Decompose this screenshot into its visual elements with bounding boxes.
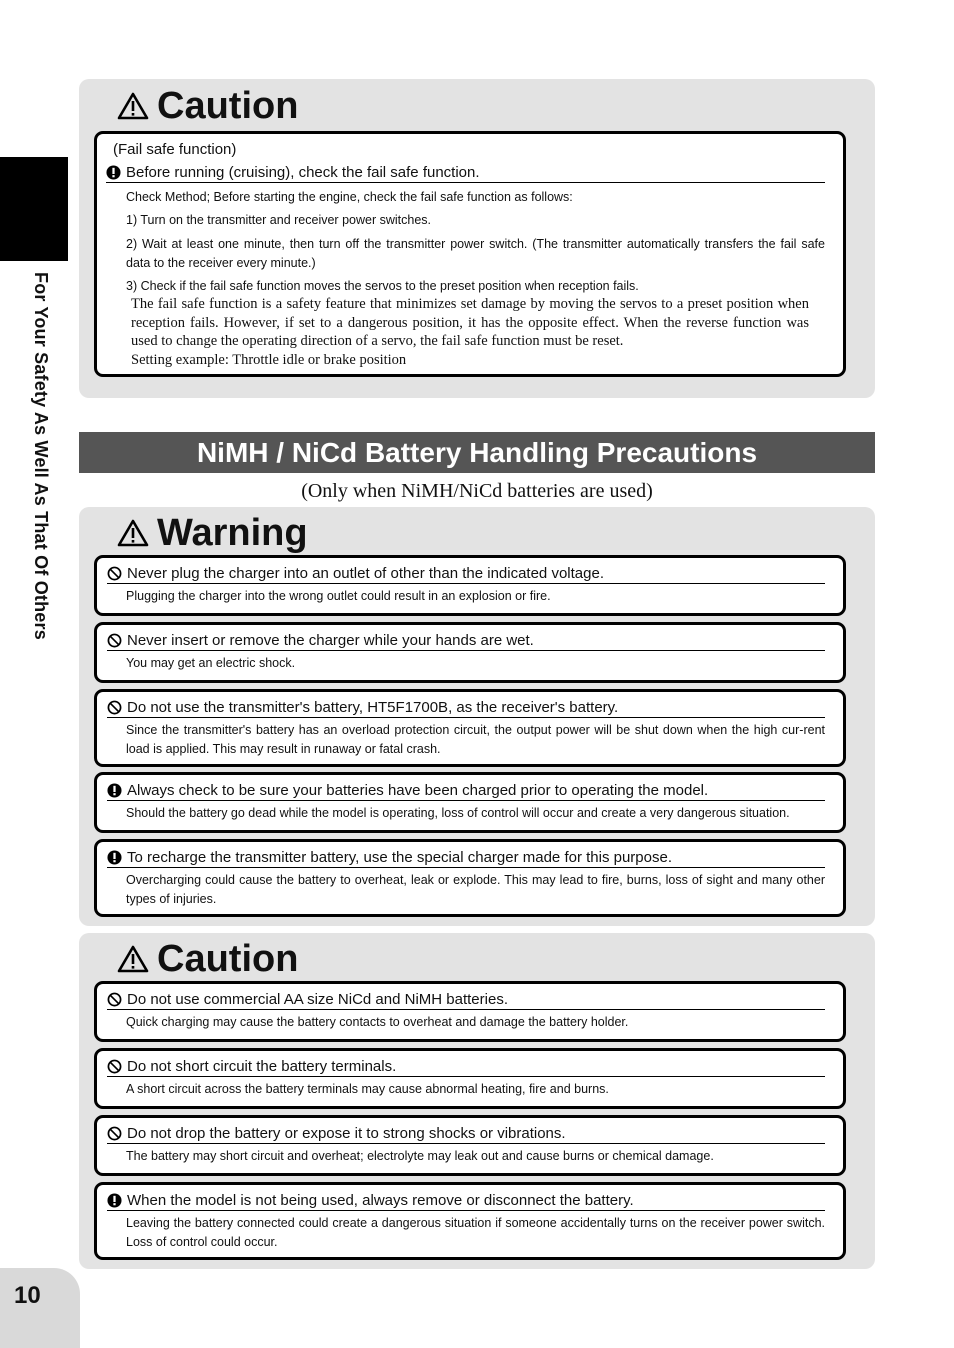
caution-item (94, 981, 846, 1042)
caution-item (94, 1115, 846, 1176)
side-tab-marker (0, 157, 68, 261)
failsafe-section-label: (Fail safe function) (113, 141, 237, 158)
caution-item-heading: When the model is not being used, always remove or disconnect the battery. (127, 1192, 634, 1209)
warning-item-heading-row (107, 782, 825, 801)
warning-triangle-icon (117, 519, 149, 547)
failsafe-note: The fail safe function is a safety feature that minimizes set damage by moving the servos to a preset position when reception fails. However, if set to a dangerous position, it has the opposite effect. When the reverse function was used to change the operating direction of a servo, the fail safe function must be reset. (131, 296, 809, 349)
warning-item (94, 555, 846, 616)
caution-heading (117, 940, 298, 978)
warning-triangle-icon (117, 92, 149, 120)
exclamation-icon (107, 1193, 122, 1208)
caution-item-heading: Do not short circuit the battery terminals. (127, 1058, 397, 1075)
page-number: 10 (14, 1282, 41, 1309)
warning-item-desc: Plugging the charger into the wrong outlet could result in an explosion or fire. (126, 589, 551, 603)
caution-item (94, 1182, 846, 1260)
prohibit-icon (107, 992, 122, 1007)
warning-title: Warning (157, 512, 308, 554)
sidebar-title: For Your Safety As Well As That Of Others (31, 272, 51, 640)
caution-item-desc: A short circuit across the battery terminals may cause abnormal heating, fire and burns. (126, 1082, 609, 1096)
caution-item-heading-row (107, 991, 825, 1010)
warning-item (94, 839, 846, 917)
caution-item-desc: Leaving the battery connected could create a dangerous situation if someone accidentally turns on the receiver power switch. Loss of control could occur. (126, 1216, 825, 1249)
warning-item (94, 622, 846, 683)
caution-item-heading: Do not use commercial AA size NiCd and NiMH batteries. (127, 991, 508, 1008)
page-number-tab (0, 1268, 80, 1348)
exclamation-icon (106, 165, 121, 180)
prohibit-icon (107, 700, 122, 715)
failsafe-heading: Before running (cruising), check the fail safe function. (126, 164, 480, 181)
caution-item-desc: Quick charging may cause the battery contacts to overheat and damage the battery holder. (126, 1015, 629, 1029)
failsafe-box (94, 131, 846, 377)
warning-item (94, 689, 846, 767)
section-subtitle: (Only when NiMH/NiCd batteries are used) (301, 480, 653, 502)
prohibit-icon (107, 633, 122, 648)
warning-item-heading: Never plug the charger into an outlet of other than the indicated voltage. (127, 565, 604, 582)
warning-item-desc: You may get an electric shock. (126, 656, 296, 670)
prohibit-icon (107, 1126, 122, 1141)
warning-item-heading-row (107, 849, 825, 868)
warning-heading (117, 514, 308, 552)
caution-item-heading: Do not drop the battery or expose it to strong shocks or vibrations. (127, 1125, 566, 1142)
failsafe-step-2: 2) Wait at least one minute, then turn off the transmitter power switch. (The transmitter automatically transfers the fail safe data to the receiver every minute.) (126, 237, 825, 270)
exclamation-icon (107, 783, 122, 798)
caution-item-heading-row (107, 1058, 825, 1077)
warning-item-desc: Overcharging could cause the battery to overheat, leak or explode. This may lead to fire, burns, loss of sight and many other types of injuries. (126, 873, 825, 906)
caution-title: Caution (157, 85, 299, 127)
warning-item-heading: Always check to be sure your batteries have been charged prior to operating the model. (127, 782, 709, 799)
warning-item-heading: Do not use the transmitter's battery, HT5F1700B, as the receiver's battery. (127, 699, 619, 716)
caution-item (94, 1048, 846, 1109)
warning-triangle-icon (117, 945, 149, 973)
warning-item-heading-row (107, 699, 825, 718)
caution-item-heading-row (107, 1192, 825, 1211)
warning-item-heading: To recharge the transmitter battery, use the special charger made for this purpose. (127, 849, 672, 866)
warning-item-desc: Since the transmitter's battery has an overload protection circuit, the output power will be shut down when the high cur-rent load is applied. This may result in runaway or fatal crash. (126, 723, 825, 756)
section-banner: NiMH / NiCd Battery Handling Precautions (79, 432, 875, 473)
caution-heading (117, 87, 298, 125)
failsafe-step-3: 3) Check if the fail safe function moves the servos to the preset position when reception fails. (126, 279, 639, 293)
warning-item-desc: Should the battery go dead while the model is operating, loss of control will occur and create a very dangerous situation. (126, 806, 790, 820)
prohibit-icon (107, 1059, 122, 1074)
failsafe-step-1: 1) Turn on the transmitter and receiver power switches. (126, 213, 431, 227)
warning-item-heading-row (107, 632, 825, 651)
failsafe-check-method: Check Method; Before starting the engine, check the fail safe function as follows: (126, 190, 573, 204)
failsafe-heading-row (106, 164, 825, 183)
caution-title: Caution (157, 938, 299, 980)
caution-item-heading-row (107, 1125, 825, 1144)
warning-item-heading-row (107, 565, 825, 584)
exclamation-icon (107, 850, 122, 865)
caution-item-desc: The battery may short circuit and overheat; electrolyte may leak out and cause burns or chemical damage. (126, 1149, 714, 1163)
failsafe-example: Setting example: Throttle idle or brake position (131, 352, 407, 368)
warning-item (94, 772, 846, 833)
warning-item-heading: Never insert or remove the charger while your hands are wet. (127, 632, 534, 649)
prohibit-icon (107, 566, 122, 581)
